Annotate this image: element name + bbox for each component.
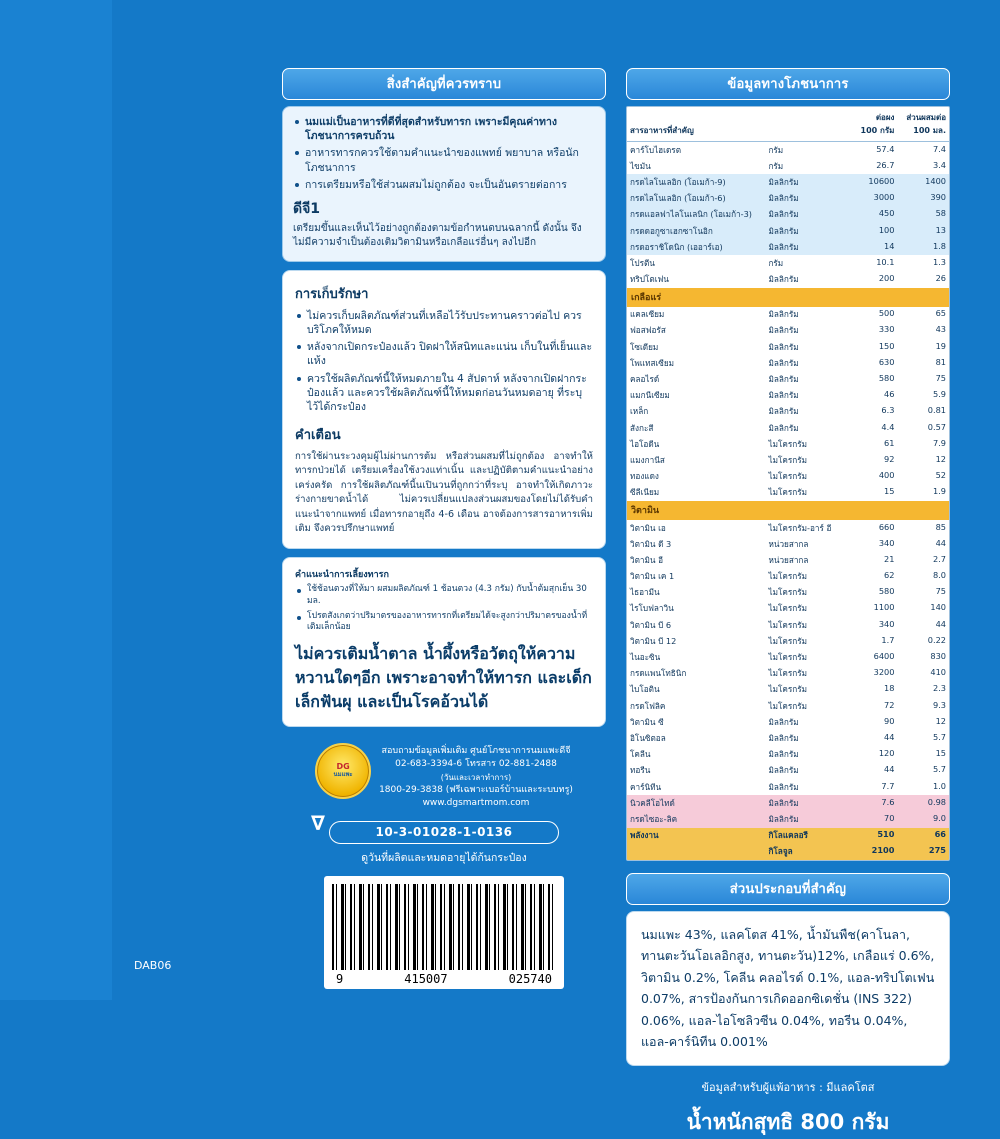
table-row xyxy=(627,272,949,288)
table-row xyxy=(627,307,949,323)
nutrient-unit: มิลลิกรัม xyxy=(765,795,842,811)
table-row xyxy=(627,207,949,223)
value-per-100g: 92 xyxy=(884,453,895,464)
nutrient-unit: กิโลแคลอรี xyxy=(765,828,842,844)
value-per-100g: 3000 xyxy=(843,191,898,207)
table-row xyxy=(627,420,949,436)
nutrient-unit: มิลลิกรัม xyxy=(768,765,799,776)
nutrient-unit: มิลลิกรัม xyxy=(765,174,842,190)
nutrient-unit: ไมโครกรัม xyxy=(768,684,807,695)
nutrient-unit: กรัม xyxy=(768,257,784,268)
table-group-row xyxy=(627,288,949,307)
table-row xyxy=(627,388,949,404)
table-row xyxy=(627,436,949,452)
table-row xyxy=(627,844,949,860)
important-bullet-list xyxy=(293,115,595,192)
nutrient-name: ฟอสฟอรัส xyxy=(630,325,666,336)
value-per-100g: 510 xyxy=(843,828,898,844)
allergen-note: ข้อมูลสำหรับผู้แพ้อาหาร : มีแลคโตส xyxy=(701,1080,875,1094)
value-per-100g: 200 xyxy=(878,273,895,284)
table-row xyxy=(627,142,949,159)
nutrient-unit: ไมโครกรัม xyxy=(768,454,807,465)
ingredients-box xyxy=(626,911,950,1066)
dg-logo-text: DG xyxy=(336,762,350,772)
value-per-100ml: 65 xyxy=(935,308,946,319)
value-per-100g: 340 xyxy=(878,537,895,548)
value-per-100g: 330 xyxy=(878,324,895,335)
value-per-100ml: 9.3 xyxy=(932,699,946,710)
barcode-digits xyxy=(332,970,556,986)
nutrient-name: วิตามิน เค 1 xyxy=(630,571,675,582)
table-row xyxy=(627,158,949,174)
value-per-100g: 15 xyxy=(884,486,895,497)
table-row xyxy=(627,633,949,649)
list-item: ไม่ควรเก็บผลิตภัณฑ์ส่วนที่เหลือไว้รับประทานคราวต่อไป ควรบริโภคให้หมด xyxy=(295,309,593,337)
left-column xyxy=(282,68,606,989)
contact-line: สอบถามข้อมูลเพิ่มเติม ศูนย์โภชนาการนมแพะดีจี xyxy=(381,745,571,756)
value-per-100g: 580 xyxy=(878,373,895,384)
nutrient-unit: มิลลิกรัม xyxy=(768,406,799,417)
nutrient-name: โพแทสเซียม xyxy=(630,357,675,368)
value-per-100g: 72 xyxy=(884,699,895,710)
table-row xyxy=(627,617,949,633)
nutrient-unit: มิลลิกรัม xyxy=(768,309,799,320)
value-per-100ml: 75 xyxy=(935,373,946,384)
nutrient-unit: มิลลิกรัม xyxy=(768,716,799,727)
nutrient-name: ไบโอติน xyxy=(630,684,660,695)
nutrient-name xyxy=(627,844,765,860)
value-per-100ml: 0.22 xyxy=(927,634,946,645)
table-row xyxy=(627,223,949,239)
value-per-100ml: 7.4 xyxy=(932,143,946,154)
value-per-100ml: 1.0 xyxy=(932,780,946,791)
nutrient-name: ไนอะซิน xyxy=(630,652,661,663)
nutrient-name: ทอรีน xyxy=(630,765,651,776)
value-per-100ml: 1.8 xyxy=(897,239,949,255)
nutrient-unit: มิลลิกรัม xyxy=(768,749,799,760)
nutrient-unit: หน่วยสากล xyxy=(768,554,809,565)
nutrient-unit: ไมโครกรัม xyxy=(768,635,807,646)
value-per-100ml: 75 xyxy=(935,586,946,597)
barcode-digit-group: 415007 xyxy=(404,971,448,986)
nutrient-name: วิตามิน บี 6 xyxy=(630,619,672,630)
ingredients-text: นมแพะ 43%, แลคโตส 41%, น้ำมันพืช(คาโนลา, ทานตะวันโอเลอิกสูง, ทานตะวัน)12%, เกลือแร่ 0.6%, วิตามิน 0.2%, โคลีน คลอไรด์ 0.1%, แอล-ทริปโตเฟน 0.07%, สารป้องกันการเกิดออกซิเดชั่น (INS 322) 0.06%, แอล-ไอโซลิวซีน 0.04%, ทอรีน 0.04%, แอล-คาร์นิทีน 0.001% xyxy=(641,926,935,1050)
nutrient-unit: ไมโครกรัม xyxy=(768,438,807,449)
nutrition-table-wrapper xyxy=(626,106,950,861)
value-per-100ml: 12 xyxy=(935,453,946,464)
value-per-100g: 10.1 xyxy=(876,256,895,267)
table-row xyxy=(627,239,949,255)
sugar-statement: ไม่ควรเติมน้ำตาล น้ำผึ้งหรือวัตถุให้ความหวานใดๆอีก เพราะอาจทำให้ทารก และเด็กเล็กฟันผุ และเป็นโรคอ้วนได้ xyxy=(295,643,592,711)
nutrient-unit: ไมโครกรัม-อาร์ อี xyxy=(768,522,832,533)
value-per-100g: 57.4 xyxy=(876,143,895,154)
table-row xyxy=(627,452,949,468)
value-per-100g: 44 xyxy=(884,764,895,775)
important-info-header: สิ่งสำคัญที่ควรทราบ xyxy=(282,68,606,100)
col-header-per100g: ต่อผง 100 กรัม xyxy=(843,107,898,142)
fda-number: 10-3-01028-1-0136 xyxy=(329,821,559,844)
value-per-100ml: 9.0 xyxy=(897,811,949,827)
nutrient-name: แมงกานีส xyxy=(630,454,665,465)
value-per-100g: 6400 xyxy=(873,651,895,662)
fda-caption: ดูวันที่ผลิตและหมดอายุได้ก้นกระป๋อง xyxy=(361,851,527,864)
nutrition-header: ข้อมูลทางโภชนาการ xyxy=(626,68,950,100)
table-row xyxy=(627,520,949,536)
table-row xyxy=(627,698,949,714)
contact-website[interactable]: www.dgsmartmom.com xyxy=(422,798,530,809)
value-per-100g: 450 xyxy=(843,207,898,223)
value-per-100ml: 390 xyxy=(897,191,949,207)
value-per-100ml: 44 xyxy=(935,537,946,548)
nutrient-name: กรดแอลฟาไลโนเลนิก (โอเมก้า-3) xyxy=(627,207,765,223)
nutrient-name: นิวคลีโอไทด์ xyxy=(627,795,765,811)
value-per-100g: 100 xyxy=(843,223,898,239)
table-row xyxy=(627,355,949,371)
nutrient-unit: มิลลิกรัม xyxy=(768,781,799,792)
list-item: อาหารทารกควรใช้ตามคำแนะนำของแพทย์ พยาบาล หรือนักโภชนาการ xyxy=(293,146,595,174)
table-row xyxy=(627,469,949,485)
storage-bullet-list xyxy=(295,309,593,414)
nutrient-unit: กรัม xyxy=(768,160,784,171)
dg1-title: ดีจี1 xyxy=(293,200,321,217)
value-per-100ml: 2.3 xyxy=(932,683,946,694)
nutrient-unit: มิลลิกรัม xyxy=(765,191,842,207)
table-row xyxy=(627,828,949,844)
contact-line: (วันและเวลาทำการ) xyxy=(440,772,512,782)
nutrient-name: กรดไลโนเลอิก (โอเมก้า-6) xyxy=(627,191,765,207)
table-row xyxy=(627,763,949,779)
nutrient-name: ไอโอดีน xyxy=(630,438,660,449)
nutrient-name: โปรตีน xyxy=(630,257,655,268)
value-per-100ml: 140 xyxy=(930,602,946,613)
nutrient-name: คลอไรด์ xyxy=(630,374,660,385)
value-per-100ml: 1.3 xyxy=(932,256,946,267)
value-per-100g: 10600 xyxy=(843,174,898,190)
nutrient-unit: กรัม xyxy=(768,144,784,155)
value-per-100ml: 410 xyxy=(930,667,946,678)
left-edge-strip xyxy=(0,0,112,1000)
table-row xyxy=(627,255,949,271)
nutrient-name: วิตามิน เอ xyxy=(630,522,666,533)
dg-logo-subtext: นมแพะ xyxy=(333,771,353,779)
value-per-100g: 46 xyxy=(884,389,895,400)
table-row xyxy=(627,601,949,617)
value-per-100g: 70 xyxy=(843,811,898,827)
net-weight: น้ำหนักสุทธิ 800 กรัม xyxy=(686,1109,890,1134)
value-per-100g: 6.3 xyxy=(881,405,895,416)
advice-title: คำแนะนำการเลี้ยงทารก xyxy=(295,570,389,581)
nutrient-name: โคลีน xyxy=(630,749,651,760)
nutrient-name: ทองแดง xyxy=(630,471,659,482)
nutrient-unit: มิลลิกรัม xyxy=(768,390,799,401)
nutrient-name: วิตามิน อี xyxy=(630,554,664,565)
table-row xyxy=(627,371,949,387)
value-per-100g: 44 xyxy=(884,731,895,742)
nutrient-unit: มิลลิกรัม xyxy=(768,274,799,285)
nutrient-name: คาร์โบไฮเดรต xyxy=(630,144,682,155)
value-per-100ml: 44 xyxy=(935,618,946,629)
value-per-100ml: 19 xyxy=(935,340,946,351)
nutrient-name: กรดไซอะ-ลิค xyxy=(627,811,765,827)
table-row xyxy=(627,714,949,730)
value-per-100ml: 1.9 xyxy=(932,486,946,497)
value-per-100ml: 7.9 xyxy=(932,437,946,448)
list-item: โปรดสังเกตว่าปริมาตรของอาหารทารกที่เตรียมได้จะสูงกว่าปริมาตรของน้ำที่เติมเล็กน้อย xyxy=(295,611,593,634)
important-info-box xyxy=(282,106,606,262)
nutrient-name: กรดดอกูซาเฮกซาโนอิก xyxy=(627,223,765,239)
list-item: ใช้ช้อนตวงที่ให้มา ผสมผลิตภัณฑ์ 1 ช้อนตวง (4.3 กรัม) กับน้ำต้มสุกเย็น 30 มล. xyxy=(295,584,593,607)
barcode-bars-icon xyxy=(332,884,556,970)
nutrient-name: ไรโบฟลาวิน xyxy=(630,603,674,614)
value-per-100ml: 12 xyxy=(935,715,946,726)
nutrient-unit: มิลลิกรัม xyxy=(768,357,799,368)
nutrient-name: กรดอราชิโดนิก (เออาร์เอ) xyxy=(627,239,765,255)
nutrient-name: แคลเซียม xyxy=(630,309,665,320)
nutrient-unit: มิลลิกรัม xyxy=(768,422,799,433)
value-per-100ml: 5.7 xyxy=(932,731,946,742)
nutrient-unit: ไมโครกรัม xyxy=(768,487,807,498)
group-label: วิตามิน xyxy=(627,501,949,520)
nutrient-unit: ไมโครกรัม xyxy=(768,652,807,663)
value-per-100ml: 5.9 xyxy=(932,389,946,400)
nutrient-unit: ไมโครกรัม xyxy=(768,587,807,598)
value-per-100g: 500 xyxy=(878,308,895,319)
value-per-100g: 14 xyxy=(843,239,898,255)
nutrition-table xyxy=(627,107,949,860)
nutrient-name: กรดแพนโทธินิก xyxy=(630,668,687,679)
nutrient-unit: ไมโครกรัม xyxy=(768,571,807,582)
table-row xyxy=(627,569,949,585)
value-per-100g: 62 xyxy=(884,570,895,581)
col-header-nutrient: สารอาหารที่สำคัญ xyxy=(627,107,843,142)
barcode-digit-group: 9 xyxy=(336,971,344,986)
nutrient-unit: ไมโครกรัม xyxy=(768,619,807,630)
table-row xyxy=(627,485,949,501)
list-item: หลังจากเปิดกระป๋องแล้ว ปิดฝาให้สนิทและแน่น เก็บในที่เย็นและแห้ง xyxy=(295,340,593,368)
list-item: การเตรียมหรือใช้ส่วนผสมไม่ถูกต้อง จะเป็นอันตรายต่อการ xyxy=(293,178,595,192)
dg-logo-icon xyxy=(315,743,371,799)
right-column xyxy=(626,68,950,1139)
value-per-100ml: 830 xyxy=(930,651,946,662)
value-per-100g: 660 xyxy=(878,521,895,532)
barcode xyxy=(324,876,564,989)
value-per-100ml: 15 xyxy=(935,748,946,759)
nutrient-name: โซเดียม xyxy=(630,341,659,352)
table-row xyxy=(627,649,949,665)
storage-warning-box xyxy=(282,270,606,550)
nutrient-name: กรดโฟลิค xyxy=(630,700,666,711)
nutrient-name: วิตามิน ซี xyxy=(630,716,664,727)
storage-title: การเก็บรักษา xyxy=(295,286,369,302)
value-per-100ml: 66 xyxy=(897,828,949,844)
value-per-100ml: 5.7 xyxy=(932,764,946,775)
table-row xyxy=(627,323,949,339)
value-per-100ml: 3.4 xyxy=(932,159,946,170)
value-per-100g: 7.7 xyxy=(881,780,895,791)
warning-title: คำเตือน xyxy=(295,428,341,444)
nutrient-name: ทริปโตเฟน xyxy=(630,274,669,285)
table-row xyxy=(627,730,949,746)
col-header-per100ml: ส่วนผสมต่อ 100 มล. xyxy=(897,107,949,142)
nutrient-name: ซีลีเนียม xyxy=(630,487,660,498)
value-per-100ml: 0.81 xyxy=(927,405,946,416)
value-per-100g: 150 xyxy=(878,340,895,351)
value-per-100g: 580 xyxy=(878,586,895,597)
ingredients-header: ส่วนประกอบที่สำคัญ xyxy=(626,873,950,905)
value-per-100g: 4.4 xyxy=(881,421,895,432)
value-per-100ml: 2.7 xyxy=(932,553,946,564)
nutrient-name: แมกนีเซียม xyxy=(630,390,670,401)
table-row xyxy=(627,174,949,190)
value-per-100g: 1.7 xyxy=(881,634,895,645)
nutrient-unit: มิลลิกรัม xyxy=(768,325,799,336)
contact-line: 1800-29-3838 (ฟรีเฉพาะเบอร์บ้านและระบบทรู) xyxy=(379,784,573,795)
value-per-100g: 18 xyxy=(884,683,895,694)
nutrient-name: เหล็ก xyxy=(630,406,649,417)
value-per-100g: 630 xyxy=(878,356,895,367)
value-per-100ml: 58 xyxy=(897,207,949,223)
nutrient-unit: ไมโครกรัม xyxy=(768,603,807,614)
table-row xyxy=(627,779,949,795)
contact-line: 02-683-3394-6 โทรสาร 02-881-2488 xyxy=(395,759,557,770)
value-per-100g: 400 xyxy=(878,470,895,481)
table-row xyxy=(627,339,949,355)
value-per-100g: 1100 xyxy=(873,602,895,613)
value-per-100g: 26.7 xyxy=(876,159,895,170)
table-row xyxy=(627,795,949,811)
nutrient-unit: ไมโครกรัม xyxy=(768,471,807,482)
value-per-100ml: 275 xyxy=(897,844,949,860)
nutrient-unit: มิลลิกรัม xyxy=(765,223,842,239)
table-row xyxy=(627,585,949,601)
warning-text: การใช้ผ่านระวงคุมผู้ไม่ผ่านการต้ม หรือส่วนผสมที่ไม่ถูกต้อง อาจทำให้ทารกป่วยได้ เตรียมเครื่องใช้งวงแท่าเนิ้น และปฏิบัติตามคำแนะนำอย่างเคร่งครัด การใช้ผลิตภัณฑ์นี้นเปินวนที่ถูกกว่าที่ระบุ อาจทำให้เกิดภาวะร่างกายขาดน้ำได้ ไม่ควรเปลี่ยนแปลงส่วนผสมของโดยไม่ได้รับคำแนะนำจากแพทย์ เมื่อทารกอายุถึง 4-6 เดือน อาจต้องการสารอาหารเพิ่มเติม จึงควรปรึกษาแพทย์ xyxy=(295,451,593,535)
nutrient-unit: ไมโครกรัม xyxy=(768,700,807,711)
table-header-row xyxy=(627,107,949,142)
table-row xyxy=(627,811,949,827)
value-per-100ml: 81 xyxy=(935,356,946,367)
value-per-100g: 7.6 xyxy=(843,795,898,811)
value-per-100g: 61 xyxy=(884,437,895,448)
fda-number-block xyxy=(311,810,559,866)
table-group-row xyxy=(627,501,949,520)
contact-block xyxy=(282,743,606,811)
nutrient-unit: มิลลิกรัม xyxy=(768,374,799,385)
value-per-100ml: 1400 xyxy=(897,174,949,190)
feeding-advice-box xyxy=(282,557,606,726)
value-per-100g: 2100 xyxy=(843,844,898,860)
value-per-100ml: 85 xyxy=(935,521,946,532)
nutrient-unit: ไมโครกรัม xyxy=(768,668,807,679)
nutrient-unit: มิลลิกรัม xyxy=(765,239,842,255)
value-per-100ml: 8.0 xyxy=(932,570,946,581)
table-row xyxy=(627,682,949,698)
nutrient-name: พลังงาน xyxy=(627,828,765,844)
nutrient-unit: มิลลิกรัม xyxy=(768,732,799,743)
value-per-100g: 21 xyxy=(884,553,895,564)
nutrient-name: วิตามิน บี 12 xyxy=(630,635,677,646)
label-page xyxy=(112,0,1000,1134)
table-row xyxy=(627,666,949,682)
group-label: เกลือแร่ xyxy=(627,288,949,307)
nutrient-name: ไธอามีน xyxy=(630,587,660,598)
nutrient-name: ไขมัน xyxy=(630,160,651,171)
nutrient-unit: มิลลิกรัม xyxy=(765,207,842,223)
table-row xyxy=(627,552,949,568)
nutrient-unit: หน่วยสากล xyxy=(768,538,809,549)
table-row xyxy=(627,191,949,207)
value-per-100g: 90 xyxy=(884,715,895,726)
nutrient-unit: กิโลจูล xyxy=(765,844,842,860)
value-per-100ml: 0.98 xyxy=(897,795,949,811)
advice-bullet-list xyxy=(295,584,593,633)
list-item: ควรใช้ผลิตภัณฑ์นี้ให้หมดภายใน 4 สัปดาห์ หลังจากเปิดฝากระป๋องแล้ว และควรใช้ผลิตภัณฑ์นี้ให้หมดก่อนวันหมดอายุ ที่ระบุไว้ได้กระป๋อง xyxy=(295,372,593,415)
value-per-100g: 3200 xyxy=(873,667,895,678)
nutrient-name: วิตามิน ดี 3 xyxy=(630,538,672,549)
contact-text xyxy=(379,743,573,811)
value-per-100g: 340 xyxy=(878,618,895,629)
value-per-100ml: 26 xyxy=(935,273,946,284)
nutrient-name: กรดไลโนเลอิก (โอเมก้า-9) xyxy=(627,174,765,190)
product-code: DAB06 xyxy=(134,959,172,972)
fda-mark-icon: ∇ xyxy=(311,810,325,835)
value-per-100g: 120 xyxy=(878,748,895,759)
dg1-text: เตรียมขึ้นและเห็นไว้อย่างถูกต้องตามข้อกำหนดบนฉลากนี้ ดังนั้น จึงไม่มีความจำเป็นต้องเติมวิตามินหรือเกลือแร่อื่นๆ ลงไปอีก xyxy=(293,222,582,249)
nutrient-name: คาร์นิทีน xyxy=(630,781,662,792)
table-row xyxy=(627,404,949,420)
value-per-100ml: 52 xyxy=(935,470,946,481)
nutrient-unit: มิลลิกรัม xyxy=(768,341,799,352)
value-per-100ml: 43 xyxy=(935,324,946,335)
value-per-100ml: 0.57 xyxy=(927,421,946,432)
barcode-digit-group: 025740 xyxy=(508,971,552,986)
table-row xyxy=(627,747,949,763)
nutrient-name: อิโนซิตอล xyxy=(630,732,666,743)
list-item: นมแม่เป็นอาหารที่ดีที่สุดสำหรับทารก เพราะมีคุณค่าทางโภชนาการครบถ้วน xyxy=(293,115,595,143)
table-row xyxy=(627,536,949,552)
value-per-100ml: 13 xyxy=(897,223,949,239)
nutrient-name: สังกะสี xyxy=(630,422,654,433)
nutrition-table-body xyxy=(627,142,949,860)
nutrient-unit: มิลลิกรัม xyxy=(765,811,842,827)
